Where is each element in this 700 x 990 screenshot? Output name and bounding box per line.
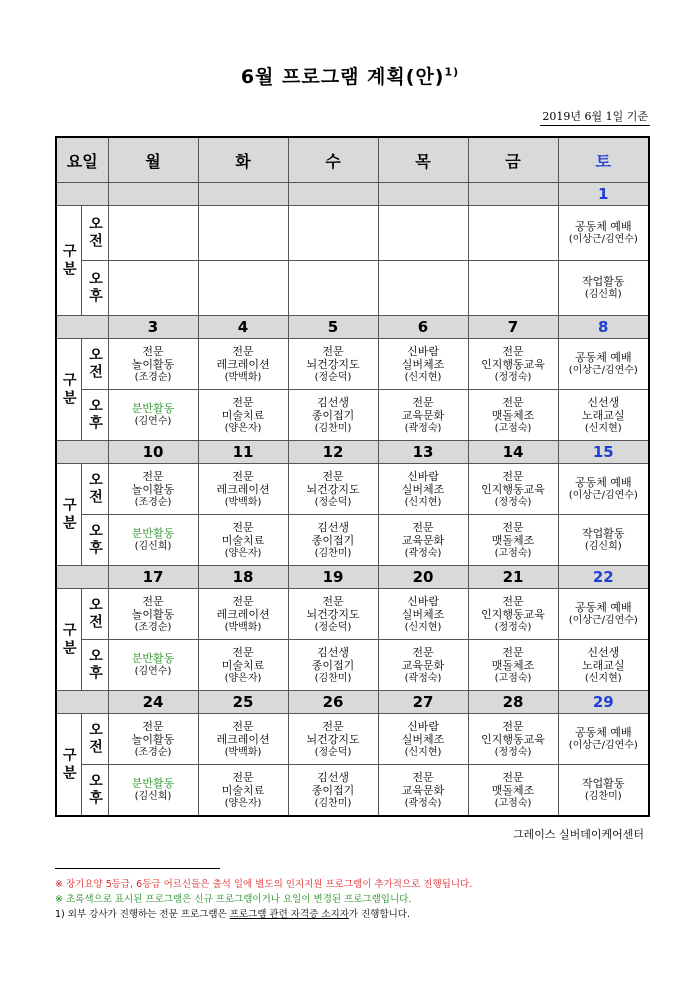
- instructor-name: (양은자): [224, 672, 262, 684]
- pm-label: 오후: [81, 765, 108, 817]
- instructor-name: (양은자): [224, 547, 262, 559]
- program-name: 공동체 예배: [574, 220, 632, 233]
- date-row-spacer: [56, 316, 108, 339]
- program-cell: [108, 589, 198, 640]
- program-cell: [558, 640, 649, 691]
- instructor-name: (김찬미): [314, 797, 352, 809]
- program-prefix: 김선생: [317, 770, 349, 784]
- program-cell: [108, 515, 198, 566]
- program-cell: [108, 206, 198, 261]
- instructor-name: (고점숙): [494, 422, 532, 434]
- program-prefix: 신바람: [407, 469, 439, 483]
- program-prefix: 전문: [502, 469, 524, 483]
- program-cell: [108, 714, 198, 765]
- program-name: 인지행동교육: [481, 732, 545, 746]
- date-cell: 25: [198, 691, 288, 714]
- program-name: 종이접기: [311, 783, 355, 797]
- program-name: 놀이활동: [131, 482, 175, 496]
- program-prefix: 전문: [142, 719, 164, 733]
- date-row-spacer: [56, 566, 108, 589]
- program-name: 작업활동: [582, 275, 625, 288]
- date-row-spacer: [56, 441, 108, 464]
- program-cell: [468, 261, 558, 316]
- program-prefix: 전문: [232, 770, 254, 784]
- program-cell: [468, 589, 558, 640]
- program-cell: [108, 464, 198, 515]
- note-1: ※ 장기요양 5등급, 6등급 어르신들은 출석 일에 별도의 인지지원 프로그램이 추가적으로 진행됩니다.: [55, 879, 473, 890]
- note-3: 1) 외부 강사가 진행하는 전문 프로그램은 프로그램 관련 자격증 소지자가 진행합니다.: [55, 909, 410, 920]
- instructor-name: (고점숙): [494, 672, 532, 684]
- program-name: 실버체조: [401, 607, 445, 621]
- date-cell: 27: [378, 691, 468, 714]
- program-cell: [108, 339, 198, 390]
- instructor-name: (곽정숙): [404, 422, 442, 434]
- instructor-name: (이상근/김연수): [568, 615, 638, 626]
- program-prefix: 신바람: [407, 719, 439, 733]
- program-name: 미술치료: [221, 658, 265, 672]
- am-label: 오전: [81, 339, 108, 390]
- program-cell: [378, 206, 468, 261]
- header-fri: 금: [468, 137, 558, 183]
- program-name: 실버체조: [401, 482, 445, 496]
- date-cell: 3: [108, 316, 198, 339]
- program-name: 작업활동: [582, 527, 625, 540]
- program-prefix: 전문: [502, 344, 524, 358]
- footnote-divider: [55, 868, 220, 869]
- program-cell: [558, 339, 649, 390]
- program-name: 공동체 예배: [574, 476, 632, 489]
- am-label: 오전: [81, 206, 108, 261]
- program-cell: [468, 765, 558, 817]
- pm-label: 오후: [81, 640, 108, 691]
- program-name: 교육문화: [401, 658, 445, 672]
- program-cell: [468, 464, 558, 515]
- program-cell: [378, 589, 468, 640]
- program-cell: [468, 206, 558, 261]
- program-prefix: 전문: [412, 520, 434, 534]
- program-cell: [378, 261, 468, 316]
- program-name: 공동체 예배: [574, 351, 632, 364]
- program-name: 분반활동: [131, 402, 175, 415]
- instructor-name: (정순덕): [314, 496, 352, 508]
- program-cell: [288, 640, 378, 691]
- program-name: 레크레이션: [216, 732, 270, 746]
- program-name: 종이접기: [311, 533, 355, 547]
- instructor-name: (고점숙): [494, 797, 532, 809]
- program-name: 교육문화: [401, 783, 445, 797]
- program-cell: [378, 765, 468, 817]
- program-prefix: 전문: [232, 594, 254, 608]
- program-name: 분반활동: [131, 652, 175, 665]
- date-cell: 17: [108, 566, 198, 589]
- program-name: 종이접기: [311, 658, 355, 672]
- instructor-name: (신지현): [404, 371, 442, 383]
- instructor-name: (정정숙): [494, 621, 532, 633]
- program-prefix: 전문: [412, 395, 434, 409]
- instructor-name: (조경순): [134, 371, 172, 383]
- pm-label: 오후: [81, 515, 108, 566]
- program-prefix: 전문: [502, 520, 524, 534]
- instructor-name: (박백화): [224, 496, 262, 508]
- instructor-name: (김신희): [584, 541, 622, 552]
- program-cell: [108, 765, 198, 817]
- program-name: 종이접기: [311, 408, 355, 422]
- basis-date: 2019년 6월 1일 기준: [540, 108, 650, 126]
- program-prefix: 전문: [232, 395, 254, 409]
- program-name: 뇌건강지도: [306, 482, 360, 496]
- program-cell: [198, 339, 288, 390]
- program-prefix: 전문: [322, 469, 344, 483]
- program-prefix: 전문: [412, 645, 434, 659]
- program-cell: [288, 515, 378, 566]
- instructor-name: (김찬미): [584, 791, 622, 802]
- schedule-table: [55, 136, 650, 817]
- program-name: 미술치료: [221, 533, 265, 547]
- instructor-name: (김찬미): [314, 547, 352, 559]
- program-prefix: 전문: [232, 469, 254, 483]
- instructor-name: (정순덕): [314, 371, 352, 383]
- program-name: 노래교실: [582, 408, 625, 422]
- program-cell: [198, 261, 288, 316]
- instructor-name: (정정숙): [494, 496, 532, 508]
- date-row-spacer: [56, 183, 108, 206]
- instructor-name: (조경순): [134, 621, 172, 633]
- program-cell: [288, 714, 378, 765]
- program-prefix: 전문: [232, 520, 254, 534]
- program-name: 레크레이션: [216, 357, 270, 371]
- program-name: 분반활동: [131, 527, 175, 540]
- program-cell: [558, 206, 649, 261]
- program-prefix: 신바람: [407, 344, 439, 358]
- program-prefix: 전문: [232, 719, 254, 733]
- instructor-name: (이상근/김연수): [568, 365, 638, 376]
- program-cell: [468, 640, 558, 691]
- instructor-name: (양은자): [224, 422, 262, 434]
- instructor-name: (김신희): [134, 541, 172, 552]
- program-cell: [558, 390, 649, 441]
- program-name: 교육문화: [401, 533, 445, 547]
- program-name: 실버체조: [401, 732, 445, 746]
- program-cell: [288, 765, 378, 817]
- date-cell: [378, 183, 468, 206]
- date-cell: 14: [468, 441, 558, 464]
- date-cell: 29: [558, 691, 649, 714]
- instructor-name: (신지현): [404, 621, 442, 633]
- date-cell: 11: [198, 441, 288, 464]
- program-cell: [288, 589, 378, 640]
- program-cell: [378, 640, 468, 691]
- program-prefix: 전문: [502, 719, 524, 733]
- program-cell: [558, 515, 649, 566]
- date-cell: 18: [198, 566, 288, 589]
- instructor-name: (양은자): [224, 797, 262, 809]
- program-name: 맷돌체조: [491, 783, 535, 797]
- instructor-name: (정정숙): [494, 371, 532, 383]
- program-prefix: 전문: [412, 770, 434, 784]
- date-cell: 6: [378, 316, 468, 339]
- am-label: 오전: [81, 714, 108, 765]
- program-name: 뇌건강지도: [306, 607, 360, 621]
- program-name: 인지행동교육: [481, 607, 545, 621]
- program-name: 놀이활동: [131, 357, 175, 371]
- program-name: 놀이활동: [131, 732, 175, 746]
- program-cell: [468, 714, 558, 765]
- instructor-name: (고점숙): [494, 547, 532, 559]
- program-name: 뇌건강지도: [306, 357, 360, 371]
- instructor-name: (김연수): [134, 416, 172, 427]
- program-name: 실버체조: [401, 357, 445, 371]
- program-cell: [468, 390, 558, 441]
- date-cell: [198, 183, 288, 206]
- instructor-name: (박백화): [224, 621, 262, 633]
- instructor-name: (곽정숙): [404, 797, 442, 809]
- program-cell: [198, 765, 288, 817]
- program-cell: [378, 714, 468, 765]
- program-name: 미술치료: [221, 783, 265, 797]
- date-cell: [108, 183, 198, 206]
- header-thu: 목: [378, 137, 468, 183]
- date-cell: 21: [468, 566, 558, 589]
- date-cell: 13: [378, 441, 468, 464]
- date-cell: 10: [108, 441, 198, 464]
- am-label: 오전: [81, 464, 108, 515]
- program-cell: [468, 515, 558, 566]
- program-cell: [198, 390, 288, 441]
- program-name: 인지행동교육: [481, 357, 545, 371]
- instructor-name: (박백화): [224, 371, 262, 383]
- date-row-spacer: [56, 691, 108, 714]
- gubun-label: 구분: [56, 206, 81, 316]
- gubun-label: 구분: [56, 589, 81, 691]
- program-prefix: 전문: [232, 344, 254, 358]
- program-cell: [378, 515, 468, 566]
- program-name: 분반활동: [131, 777, 175, 790]
- program-prefix: 신선생: [587, 395, 620, 409]
- program-cell: [558, 261, 649, 316]
- program-prefix: 김선생: [317, 645, 349, 659]
- program-cell: [378, 339, 468, 390]
- instructor-name: (조경순): [134, 496, 172, 508]
- program-prefix: 김선생: [317, 395, 349, 409]
- instructor-name: (곽정숙): [404, 672, 442, 684]
- instructor-name: (이상근/김연수): [568, 490, 638, 501]
- program-cell: [558, 714, 649, 765]
- instructor-name: (김신희): [134, 791, 172, 802]
- program-name: 작업활동: [582, 777, 625, 790]
- date-cell: 4: [198, 316, 288, 339]
- program-name: 뇌건강지도: [306, 732, 360, 746]
- am-label: 오전: [81, 589, 108, 640]
- program-cell: [378, 464, 468, 515]
- instructor-name: (이상근/김연수): [568, 234, 638, 245]
- program-prefix: 전문: [502, 594, 524, 608]
- program-cell: [378, 390, 468, 441]
- instructor-name: (조경순): [134, 746, 172, 758]
- date-cell: 7: [468, 316, 558, 339]
- pm-label: 오후: [81, 390, 108, 441]
- program-prefix: 신선생: [587, 645, 620, 659]
- gubun-label: 구분: [56, 464, 81, 566]
- date-cell: 28: [468, 691, 558, 714]
- program-cell: [198, 206, 288, 261]
- pm-label: 오후: [81, 261, 108, 316]
- date-cell: [288, 183, 378, 206]
- date-cell: 24: [108, 691, 198, 714]
- instructor-name: (신지현): [404, 746, 442, 758]
- program-cell: [198, 464, 288, 515]
- date-cell: 12: [288, 441, 378, 464]
- program-name: 맷돌체조: [491, 408, 535, 422]
- instructor-name: (신지현): [584, 672, 622, 684]
- header-wed: 수: [288, 137, 378, 183]
- program-name: 노래교실: [582, 658, 625, 672]
- program-cell: [108, 261, 198, 316]
- program-prefix: 전문: [142, 469, 164, 483]
- program-cell: [288, 464, 378, 515]
- instructor-name: (신지현): [584, 422, 622, 434]
- program-cell: [288, 261, 378, 316]
- program-name: 인지행동교육: [481, 482, 545, 496]
- program-prefix: 전문: [322, 719, 344, 733]
- header-day: 요일: [56, 137, 108, 183]
- program-prefix: 전문: [502, 395, 524, 409]
- program-cell: [198, 640, 288, 691]
- program-cell: [558, 589, 649, 640]
- instructor-name: (곽정숙): [404, 547, 442, 559]
- date-cell: 22: [558, 566, 649, 589]
- program-name: 레크레이션: [216, 482, 270, 496]
- program-cell: [288, 390, 378, 441]
- date-cell: 1: [558, 183, 649, 206]
- program-name: 맷돌체조: [491, 533, 535, 547]
- program-cell: [198, 714, 288, 765]
- program-name: 교육문화: [401, 408, 445, 422]
- header-mon: 월: [108, 137, 198, 183]
- program-name: 미술치료: [221, 408, 265, 422]
- instructor-name: (정정숙): [494, 746, 532, 758]
- title-footnote-mark: 1): [444, 65, 460, 79]
- program-prefix: 전문: [142, 594, 164, 608]
- program-cell: [288, 206, 378, 261]
- instructor-name: (박백화): [224, 746, 262, 758]
- instructor-name: (정순덕): [314, 746, 352, 758]
- program-cell: [288, 339, 378, 390]
- gubun-label: 구분: [56, 339, 81, 441]
- instructor-name: (김연수): [134, 666, 172, 677]
- date-cell: 8: [558, 316, 649, 339]
- program-prefix: 신바람: [407, 594, 439, 608]
- date-cell: 5: [288, 316, 378, 339]
- program-name: 공동체 예배: [574, 726, 632, 739]
- program-cell: [558, 464, 649, 515]
- page-title: 6월 프로그램 계획(안)$^{1)}$: [240, 65, 460, 88]
- program-name: 놀이활동: [131, 607, 175, 621]
- program-cell: [468, 339, 558, 390]
- program-cell: [198, 515, 288, 566]
- note-2: ※ 초록색으로 표시된 프로그램은 신규 프로그램이거나 요일이 변경된 프로그램입니다.: [55, 894, 412, 905]
- instructor-name: (이상근/김연수): [568, 740, 638, 751]
- instructor-name: (김찬미): [314, 672, 352, 684]
- instructor-name: (신지현): [404, 496, 442, 508]
- program-prefix: 전문: [502, 645, 524, 659]
- date-cell: 19: [288, 566, 378, 589]
- header-tue: 화: [198, 137, 288, 183]
- program-cell: [108, 640, 198, 691]
- program-cell: [198, 589, 288, 640]
- program-prefix: 전문: [322, 594, 344, 608]
- program-name: 레크레이션: [216, 607, 270, 621]
- program-cell: [558, 765, 649, 817]
- program-prefix: 전문: [322, 344, 344, 358]
- program-prefix: 전문: [232, 645, 254, 659]
- date-cell: 20: [378, 566, 468, 589]
- program-prefix: 전문: [502, 770, 524, 784]
- program-name: 맷돌체조: [491, 658, 535, 672]
- date-cell: 15: [558, 441, 649, 464]
- instructor-name: (정순덕): [314, 621, 352, 633]
- program-prefix: 전문: [142, 344, 164, 358]
- date-cell: [468, 183, 558, 206]
- program-prefix: 김선생: [317, 520, 349, 534]
- header-sat: 토: [558, 137, 649, 183]
- instructor-name: (김찬미): [314, 422, 352, 434]
- instructor-name: (김신희): [584, 289, 622, 300]
- date-cell: 26: [288, 691, 378, 714]
- notes: [55, 877, 472, 922]
- program-name: 공동체 예배: [574, 601, 632, 614]
- gubun-label: 구분: [56, 714, 81, 817]
- program-cell: [108, 390, 198, 441]
- center-name: 그레이스 실버데이케어센터: [512, 828, 644, 841]
